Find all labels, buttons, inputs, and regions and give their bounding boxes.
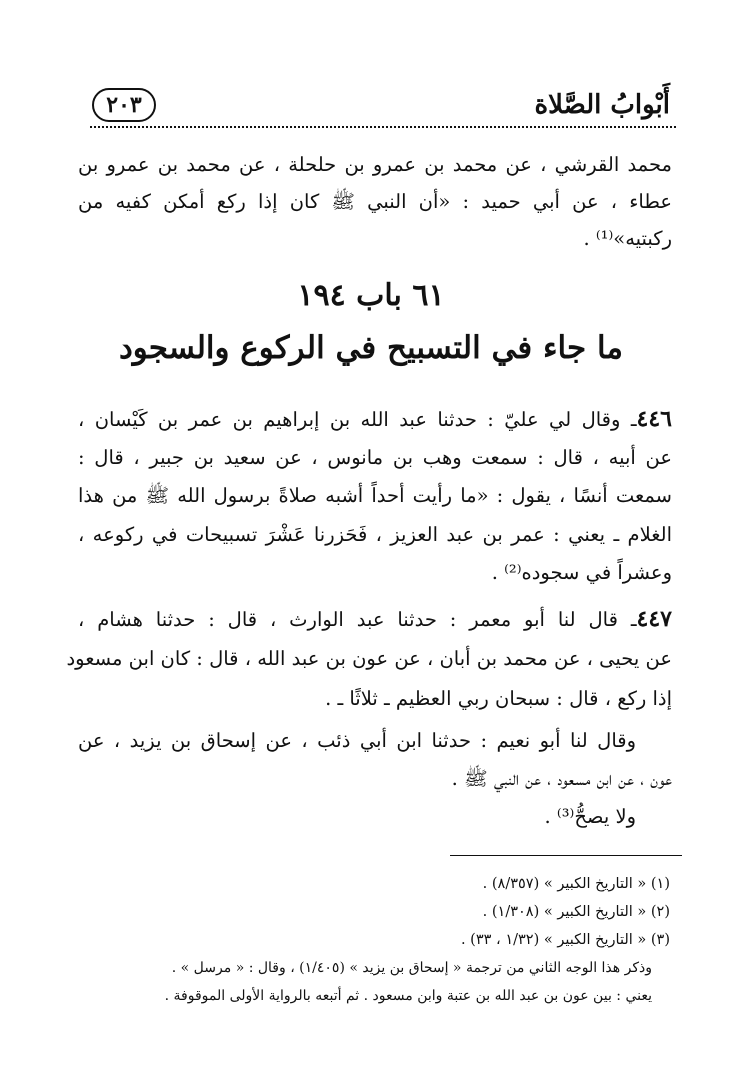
text-line: ولا يصحُّ⁽³⁾ . (544, 805, 636, 828)
footnote: (٢) « التاريخ الكبير » (١/٣٠٨) . (482, 904, 670, 920)
hadith-text: ـ قال لنا أبو معمر : حدثنا عبد الوارث ، قال : حدثنا هشام ، (78, 608, 637, 631)
text-line: عن يحيى ، عن محمد بن أبان ، عن عون بن عبد الله ، قال : كان ابن مسعود (66, 647, 672, 670)
text-line: الغلام ـ يعني : عمر بن عبد العزيز ، فَحَزرنا عَشْرَ تسبيحات في ركوعه ، (78, 522, 672, 546)
running-header-title: أَبْوابُ الصَّلاة (534, 90, 670, 120)
text-line: ركبتيه»⁽¹⁾ . (583, 227, 672, 250)
footnote: (٣) « التاريخ الكبير » (١/٣٢ ، ٣٣) . (460, 932, 670, 948)
hadith-446 (78, 400, 672, 593)
text-line (78, 599, 672, 639)
chapter-title: ما جاء في التسبيح في الركوع والسجود (118, 330, 624, 366)
text-line: وقال لنا أبو نعيم : حدثنا ابن أبي ذئب ، عن إسحاق بن يزيد ، عن (78, 729, 636, 752)
footnotes (100, 870, 670, 1010)
intro-paragraph (78, 146, 672, 257)
footnote: (١) « التاريخ الكبير » (٨/٣٥٧) . (482, 876, 670, 892)
text-line: إذا ركع ، قال : سبحان ربي العظيم ـ ثلاثًا ـ . (325, 687, 672, 710)
hadith-number: ٤٤٧ (636, 606, 672, 632)
page-number-badge: ٢٠٣ (92, 88, 156, 122)
text-line: وعشراً في سجوده⁽²⁾ . (491, 561, 672, 584)
text-line: سمعت أنسًا ، يقول : «ما رأيت أحداً أشبه صلاةً برسول الله ﷺ من هذا (78, 484, 672, 507)
text-line: عن أبيه ، قال : سمعت وهب بن مانوس ، عن سعيد بن جبير ، قال : (78, 445, 672, 469)
text-line: عطاء ، عن أبي حميد : «أن النبي ﷺ كان إذا ركع أمكن كفيه من (78, 190, 672, 213)
footnote-separator (450, 855, 682, 856)
header-dotted-rule (90, 126, 676, 128)
hadith-447 (66, 599, 672, 719)
text-line: عون ، عن ابن مسعود ، عن النبي ﷺ . (451, 767, 672, 790)
chapter-number: ٦١ باب ١٩٤ (297, 278, 445, 313)
text-line: محمد القرشي ، عن محمد بن عمرو بن حلحلة ، عن محمد بن عمرو بن (78, 153, 672, 176)
abu-nuaym-paragraph (78, 722, 672, 836)
footnote-note: يعني : بين عون بن عبد الله بن عتبة وابن مسعود . ثم أتبعه بالرواية الأولى الموقوفة . (164, 988, 652, 1004)
hadith-text: ـ وقال لي عليّ : حدثنا عبد الله بن إبراهيم بن عمر بن كَيْسان ، (78, 408, 637, 431)
footnote-note: وذكر هذا الوجه الثاني من ترجمة « إسحاق بن يزيد » (١/٤٠٥) ، وقال : « مرسل » . (171, 960, 652, 976)
hadith-number: ٤٤٦ (636, 406, 672, 432)
text-line (78, 400, 672, 439)
